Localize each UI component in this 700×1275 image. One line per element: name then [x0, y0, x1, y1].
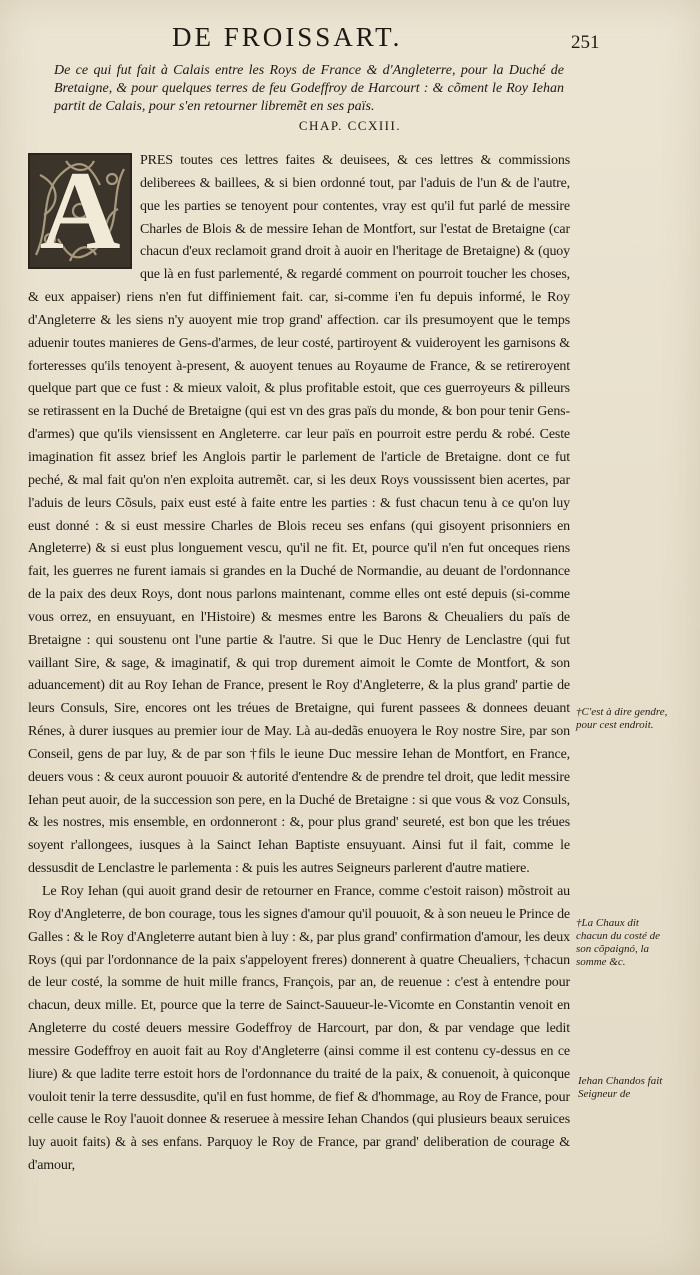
- running-head: DE FROISSART.: [172, 22, 403, 52]
- paragraph-2: Le Roy Iehan (qui auoit grand desir de retourner en France, comme c'estoit raison) mõstroit au Roy d'Angleterre, de bon courage, tous les signes d'amour qu'il pouuoit, & à son neueu le Prince de Galles : & le Roy d'Angleterre autant bien à luy : &, par plus grand' confirmation d'amour, les deux Roys (qui par l'ordonnance de la paix s'appeloyent freres) donnerent à quatre Cheualiers, †chacun de leur costé, la somme de huit mille francs, François, par an, de reuenue : c'est à entendre pour chacun, deux mille. Et, pource que la terre de Sainct-Sauueur-le-Vicomte en Constantin venoit en Angleterre du costé deuers messire Godeffroy de Harcourt, par don, & par vendage que ledit messire Godeffroy en auoit fait au Roy d'Angleterre (ainsi comme il est contenu cy-dessus en ce liure) & que ladite terre estoit hors de l'ordonnance du traité de la paix, & conuenoit, à quiconque vouloit tenir la terre dessusdite, qu'il en fust homme, de fief & d'hommage, au Roy de France, pour celle cause le Roy l'auoit donnee & reseruee à messire Iehan Chandos (qui plusieurs beaux seruices luy auoit faits) & à ses enfans. Parquoy le Roy de France, par grand' deliberation de courage & d'amour,: [28, 884, 570, 1174]
- drop-cap-letter: A: [39, 153, 121, 269]
- margin-note: †C'est à dire gendre, pour cest endroit.: [576, 706, 668, 731]
- chapter-summary: De ce qui fut fait à Calais entre les Roys de France & d'Angleterre, pour la Duché de Bretaigne, & pour quelques terres de feu Godeffroy de Harcourt : & cõment le Roy Iehan partit de Calais, pour s'en retourner libremẽt en ses païs.: [54, 63, 564, 114]
- chapter-heading: CHAP. CCXIII.: [298, 118, 402, 133]
- page-number: 251: [571, 32, 600, 53]
- body-text: [28, 150, 570, 1178]
- margin-note: Iehan Chandos fait Seigneur de: [578, 1075, 663, 1100]
- drop-cap: [28, 153, 132, 269]
- paragraph-1: PRES toutes ces lettres faites & deuisees, & ces lettres & commissions deliberees & baillees, & si bien ordonné tout, par l'aduis de l'un & de l'autre, que les parties se tenoyent pour contentes, vray est qu'il fut parlé de messire Charles de Blois & de messire Iehan de Montfort, sur l'estat de Bretaigne (car chacun d'eux reclamoit grand droit à auoir en l'heritage de Bretaigne) & (quoy que là en fust parlementé, & regardé comment on pourroit toucher les choses, & eux appaiser) riens n'en fut diffiniement fait. car, si-comme i'en fu depuis informé, le Roy d'Angleterre & les siens n'y auoyent mie trop grand' affection. car ils presumoyent que le temps aduenir toutes manieres de Gens-d'armes, de leur costé, partiroyent & vuideroyent les garnisons & forteresses qu'ils tenoyent à-present, & auoyent tenues au Royaume de France, & se retireroyent quelque part que ce fust : & mieux valoit, & plus profitable estoit, que ces guerroyeurs & pilleurs se retirassent en la Duché de Bretaigne (qui est vn des gras païs du monde, & bon pour tenir Gens-d'armes) que qu'ils viensissent en Angleterre. car leur païs en pourroit estre perdu & robé. Ceste imagination fit assez brief les Anglois partir le parlement de l'article de Bretaigne. dont ce fut peché, & mal fait qu'on n'en exploita autremẽt. car, si les deux Roys voussissent bien acertes, par l'aduis de leurs Cõsuls, paix eust esté à faite entre les parties : & fust chacun tenu à ce qu'on luy eust donné : & si eust messire Charles de Blois receu ses enfans (qui gisoyent prisonniers en Angleterre) & si eust plus longuement vescu, qu'il ne fit. Et, pource qu'il n'en fut onceques riens fait, les guerres ne furent iamais si grandes en la Duché de Normandie, au deuant de l'ordonnance de la paix des deux Roys, dont nous parlons maintenant, comme elles ont esté depuis (si-comme vous orrez, en ensuyuant, en l'Histoire) & mesmes entre les Barons & Cheualiers du païs de Bretaigne : qui soustenu ont l'une partie & l'autre. Si que le Duc Henry de Lenclastre (qui fut vaillant Sire, & sage, & imaginatif, & qui trop durement aimoit le Comte de Montfort, & son aduancement) dit au Roy Iehan de France, present le Roy d'Angleterre, & la plus grand' partie de leurs Consuls, Sire, encores ont les tréues de Bretaigne, qui furent passees & donnees deuant Rénes, à durer iusques au premier iour de May. Là au-dedãs enuoyera le Roy nostre Sire, par son Conseil, gens de par luy, & de par son †fils le ieune Duc messire Iehan de Montfort, en France, deuers vous : & ceux auront pouuoir & autorité d'entendre & de prendre tel droit, que ledit messire Iehan peut auoir, de la succession son pere, en la Duché de Bretaigne : si que vous & voz Consuls, & les nostres, mis ensemble, en ordonneront : &, pour plus grand' seureté, est bon que les tréues soyent r'allongees, iusques à la Sainct Iehan Baptiste ensuyuant. Ainsi fut il fait, comme le dessusdit de Lenclastre le parlementa : & puis les autres Seigneurs parlerent d'autre matiere.: [28, 153, 570, 877]
- margin-note: †La Chaux dit chacun du costé de son cõpaignó, la somme &c.: [576, 917, 660, 968]
